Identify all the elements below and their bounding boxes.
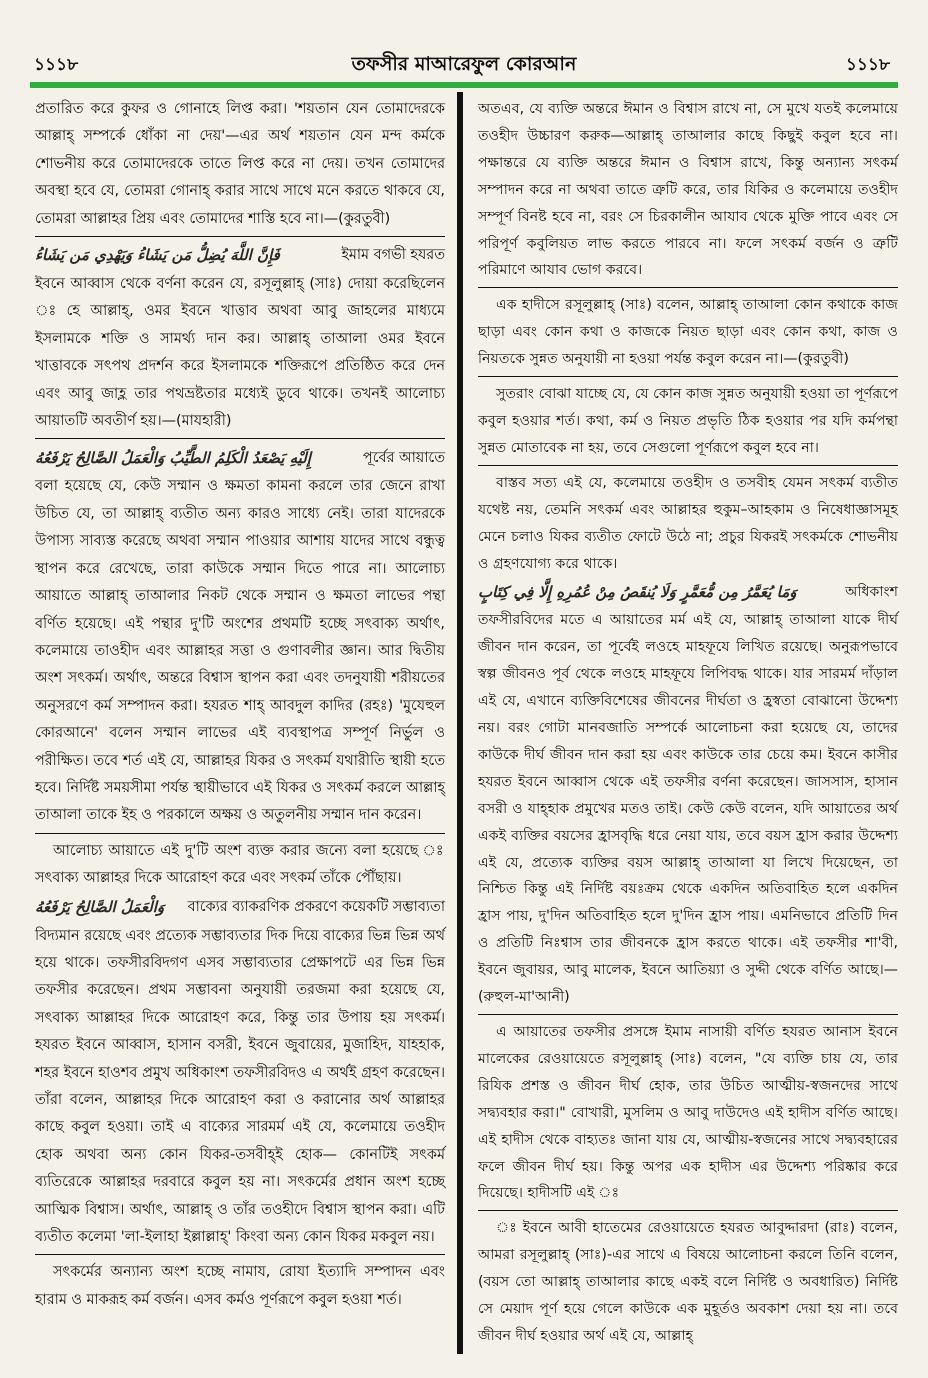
verse-lead-text: ইমাম বগভী হযরত <box>341 247 445 264</box>
section-rule <box>35 1254 445 1255</box>
right-column <box>478 96 898 1350</box>
right-paragraph: বাস্তব সত্য এই যে, কলেমায়ে তওহীদ ও তসবীহ যেমন সৎকর্ম ব্যতীত যথেষ্ট নয়, তেমনি সৎকর্ম এবং আল্লাহর হুকুম–আহকাম ও নিষেধাজ্ঞাসমূহ মেনে চলাও যিকর ব্যতীত ফোটে উঠে না; প্রচুর যিকরই সৎকর্মকে শোভনীয় ও গ্রহণযোগ্য করে থাকে। <box>478 474 898 572</box>
verse-lead-text: পূর্বের আয়াতে <box>362 449 445 466</box>
right-paragraph: এক হাদীসে রসূলুল্লাহ্ (সাঃ) বলেন, আল্লাহ্ তাআলা কোন কথাকে কাজ ছাড়া এবং কোন কথা ও কাজকে নিয়ত ছাড়া এবং কোন কথা, কাজ ও নিয়তকে সুন্নত অনুযায়ী না হওয়া পর্যন্ত কবুল করেন না।—(কুরতুবী) <box>478 297 898 368</box>
section-rule <box>478 376 898 377</box>
arabic-verse: فَإِنَّ اللَّهَ يُضِلُّ مَن يَشَاءُ وَيَهْدِي مَن يَشَاءُ <box>35 246 280 265</box>
left-paragraph: বিদ্যমান রয়েছে এবং প্রত্যেক সম্ভাব্যতার দিক দিয়ে বাক্যের ভিন্ন ভিন্ন অর্থ হয়ে থাকে। তফসীরবিদগণ এসব সম্ভাব্যতার প্রেক্ষাপটে এর ভিন্ন ভিন্ন তফসীর করেছেন। প্রথম সম্ভাবনা অনুযায়ী তরজমা করা হয়েছে যে, সৎবাক্য আল্লাহর দিকে আরোহণ করে, কিন্তু তার উপায় হয় সৎকর্ম। হযরত ইবনে আব্বাস, হাসান বসরী, ইবনে জুবায়ের, মুজাহিদ, যাহহাক, শহর ইবনে হাওশব প্রমুখ অধিকাংশ তফসীরবিদও এ অর্থই গ্রহণ করেছেন। তাঁরা বলেন, আল্লাহর দিকে আরোহণ করা ও করানোর অর্থ আল্লাহর কাছে কবুল হওয়া। তাই এ বাক্যের সারমর্ম এই যে, কলেমায়ে তওহীদ হোক অথবা অন্য কোন যিকর-তসবীহ্ই হোক— কোনটিই সৎকর্ম ব্যতিরেকে আল্লাহর দরবারে কবুল হয় না। সৎকর্মের প্রধান অংশ হচ্ছে আত্মিক বিশ্বাস। অর্থাৎ, আল্লাহ্ ও তাঁর তওহীদে বিশ্বাস স্থাপন করা। এটি ব্যতীত কলেমা 'লা-ইলাহা ইল্লাল্লাহ্' কিংবা অন্য কোন যিকর মকবুল নয়। <box>35 927 445 1246</box>
section-rule <box>478 287 898 288</box>
verse-line <box>35 443 445 473</box>
page-number-left: ১১১৮ <box>34 55 79 75</box>
right-paragraph: এ আয়াতের তফসীর প্রসঙ্গে ইমাম নাসায়ী বর্ণিত হযরত আনাস ইবনে মালেকের রেওয়ায়েতে রসূলুল্লাহ্ (সাঃ) বলেন, "যে ব্যক্তি চায় যে, তার রিযিক প্রশস্ত ও জীবন দীর্ঘ হোক, তার উচিত আত্মীয়-স্বজনদের সাথে সদ্ব্যবহার করা।" বোখারী, মুসলিম ও আবু দাউদেও এই হাদীস বর্ণিত আছে। এই হাদীস থেকে বাহ্যতঃ জানা যায় যে, আত্মীয়-স্বজনের সাথে সদ্ব্যবহারের ফলে জীবন দীর্ঘ হয়। কিন্তু অপর এক হাদীস এর উদ্দেশ্য পরিষ্কার করে দিয়েছে। হাদীসটি এই ঃ <box>478 1024 898 1202</box>
verse-line <box>35 241 445 271</box>
arabic-verse: إِلَيْهِ يَصْعَدُ الْكَلِمُ الطَّيِّبُ وَالْعَمَلُ الصَّالِحُ يَرْفَعُهُ <box>35 448 311 467</box>
section-rule <box>35 236 445 237</box>
section-rule <box>478 465 898 466</box>
section-rule <box>478 1210 898 1211</box>
left-paragraph: সৎকর্মের অন্যান্য অংশ হচ্ছে নামায, রোযা ইত্যাদি সম্পাদন এবং হারাম ও মাকরূহ কর্ম বর্জন। এসব কর্মও পূর্ণরূপে কবুল হওয়া শর্ত। <box>35 1264 445 1308</box>
section-rule <box>35 438 445 439</box>
section-rule <box>35 833 445 834</box>
page-number-right: ১১১৮ <box>845 55 890 75</box>
verse-line <box>478 577 898 607</box>
verse-lead-text: অধিকাংশ <box>845 583 898 600</box>
right-paragraph: তফসীরবিদের মতে এ আয়াতের মর্ম এই যে, আল্লাহ্ তাআলা যাকে দীর্ঘ জীবন দান করেন, তা পূর্বেই লওহে মাহফূযে লিখিত রয়েছে। অনুরূপভাবে স্বল্প জীবনও পূর্ব থেকে লওহে মাহফূযে লিপিবদ্ধ থাকে। যার সারমর্ম দাঁড়াল এই যে, এখানে ব্যক্তিবিশেষের জীবনের দীর্ঘতা ও হ্রস্বতা বোঝানো উদ্দেশ্য নয়। বরং গোটা মানবজাতি সম্পর্কে আলোচনা করা হয়েছে যে, তাদের কাউকে দীর্ঘ জীবন দান করা হয় এবং কাউকে তার চেয়ে কম। ইবনে কাসীর হযরত ইবনে আব্বাস থেকে এই তফসীর বর্ণনা করেছেন। জাসসাস, হাসান বসরী ও যাহ্হাক প্রমুখের মতও তাই। কেউ কেউ বলেন, যদি আয়াতের অর্থ একই ব্যক্তির বয়সের হ্রাসবৃদ্ধি ধরে নেয়া যায়, তবে বয়স হ্রাস করার উদ্দেশ্য এই যে, প্রত্যেক ব্যক্তির বয়স আল্লাহ্ তাআলা যা লিখে দিয়েছেন, তা নিশ্চিত কিন্তু এই নির্দিষ্ট বয়ঃক্রম থেকে একদিন অতিবাহিত হলে একদিন হ্রাস পায়, দু'দিন অতিবাহিত হলে দু'দিন হ্রাস পায়। এমনিভাবে প্রতিটি দিন ও প্রতিটি নিঃশ্বাস তার জীবনকে হ্রাস করতে থাকে। এই তফসীর শা'বী, ইবনে জুবায়র, আবু মালেক, ইবনে আতিয়্যা ও সুদ্দী থেকে বর্ণিত আছে।—(রুহুল-মা'আনী) <box>478 612 898 1006</box>
verse-line <box>35 893 445 923</box>
right-paragraph: অতএব, যে ব্যক্তি অন্তরে ঈমান ও বিশ্বাস রাখে না, সে মুখে যতই কলেমায়ে তওহীদ উচ্চারণ করুক—আল্লাহ্ তাআলার কাছে কিছুই কবুল হবে না। পক্ষান্তরে যে ব্যক্তি অন্তরে ঈমান ও বিশ্বাস রাখে, কিন্তু অন্যান্য সৎকর্ম সম্পাদন করে না অথবা তাতে ত্রুটি করে, তার যিকির ও কলেমায়ে তওহীদ সম্পূর্ণ বিনষ্ট হবে না, বরং সে চিরকালীন আযাব থেকে মুক্তি পাবে এবং সে পরিপূর্ণ কবুলিয়ত লাভ করতে পারবে না। ফলে সৎকর্ম বর্জন ও ত্রুটি পরিমাণে আযাব ভোগ করবে। <box>478 101 898 279</box>
left-paragraph: ইবনে আব্বাস থেকে বর্ণনা করেন যে, রসূলুল্লাহ্ (সাঃ) দোয়া করেছিলেন ঃ হে আল্লাহ্, ওমর ইবনে খাত্তাব অথবা আবু জাহলের মাধ্যমে ইসলামকে শক্তি ও সামর্থ্য দান কর। আল্লাহ্ তাআলা ওমর ইবনে খাত্তাবকে সৎপথ প্রদর্শন করে ইসলামকে শক্তিরূপে প্রতিষ্ঠিত করে দেন এবং আবু জাহ্ল তার পথভ্রষ্টতার মধ্যেই ডুবে থাকে। তখনই আলোচ্য আয়াতটি অবতীর্ণ হয়।—(মাযহারী) <box>35 276 445 430</box>
running-title: তফসীর মাআরেফুল কোরআন <box>351 53 577 75</box>
page-header <box>30 48 898 88</box>
left-column <box>35 96 445 1314</box>
left-paragraph: বলা হয়েছে যে, কেউ সম্মান ও ক্ষমতা কামনা করলে তার জেনে রাখা উচিত যে, তা আল্লাহ্ ব্যতীত অন্য কারও সাধ্যে নেই। তারা যাদেরকে উপাস্য সাব্যস্ত করেছে অথবা সম্মান পাওয়ার আশায় যাদের সাথে বন্ধুত্ব স্থাপন করে রেখেছে, তারা কাউকে সম্মান দিতে পারে না। আলোচ্য আয়াতে আল্লাহ্ তাআলার নিকট থেকে সম্মান ও ক্ষমতা লাভের পন্থা বর্ণিত হয়েছে। এই পন্থার দু'টি অংশের প্রথমটি হচ্ছে সৎবাক্য অর্থাৎ, কলেমায়ে তাওহীদ এবং আল্লাহর সত্তা ও গুণাবলীর জ্ঞান। আর দ্বিতীয় অংশ সৎকর্ম। অর্থাৎ, অন্তরে বিশ্বাস স্থাপন করা এবং তদনুযায়ী শরীয়তের অনুসরণে কর্ম সম্পাদন করা। হযরত শাহ্ আবদুল কাদির (রহঃ) 'মুযেহুল কোরআনে' বলেন সম্মান লাভের এই ব্যবস্থাপত্র সম্পূর্ণ নির্ভুল ও পরীক্ষিত। তবে শর্ত এই যে, আল্লাহর যিকর ও সৎকর্ম যথারীতি স্থায়ী হতে হবে। নির্দিষ্ট সময়সীমা পর্যন্ত স্থায়ীভাবে এই যিকর ও সৎকর্ম করলে আল্লাহ্ তাআলা তাকে ইহ ও পরকালে অক্ষয় ও অতুলনীয় সম্মান দান করেন। <box>35 478 445 824</box>
right-paragraph: সুতরাং বোঝা যাচ্ছে যে, যে কোন কাজ সুন্নত অনুযায়ী হওয়া তা পূর্ণরূপে কবুল হওয়ার শর্ত। কথা, কর্ম ও নিয়ত প্রভৃতি ঠিক হওয়ার পর যদি কর্মপন্থা সুন্নত মোতাবেক না হয়, তবে সেগুলো পূর্ণরূপে কবুল হবে না। <box>478 386 898 456</box>
left-paragraph: আলোচ্য আয়াতে এই দু'টি অংশ ব্যক্ত করার জন্যে বলা হয়েছে ঃ সৎবাক্য আল্লাহর দিকে আরোহণ করে এবং সৎকর্ম তাঁকে পৌঁছায়। <box>35 842 445 887</box>
right-paragraph: ঃ ইবনে আবী হাতেমের রেওয়ায়েতে হযরত আবুদ্দারদা (রাঃ) বলেন, আমরা রসূলুল্লাহ্ (সাঃ)-এর সাথে এ বিষয়ে আলোচনা করলে তিনি বলেন, (বয়স তো আল্লাহ্ তাআলার কাছে একই বলে নির্দিষ্ট ও অবধারিত) নির্দিষ্ট সে মেয়াদ পূর্ণ হয়ে গেলে কাউকে এক মুহূর্তও অবকাশ দেয়া হয় না। তবে জীবন দীর্ঘ হওয়ার অর্থ এই যে, আল্লাহ্ <box>478 1220 898 1344</box>
verse-lead-text: বাক্যের ব্যাকরণিক প্রকরণে কয়েকটি সম্ভাব্যতা <box>187 898 445 915</box>
section-rule <box>478 1014 898 1015</box>
arabic-verse: وَمَا يُعَمَّرُ مِن مُّعَمَّرٍ وَلَا يُنقَصُ مِنْ عُمُرِهِ إِلَّا فِي كِتَابٍ <box>478 582 797 601</box>
left-paragraph: প্রতারিত করে কুফর ও গোনাহে লিপ্ত করা। 'শয়তান যেন তোমাদেরকে আল্লাহ্ সম্পর্কে ধোঁকা না দেয়'—এর অর্থ শয়তান যেন মন্দ কর্মকে শোভনীয় করে তোমাদেরকে তাতে লিপ্ত করে না দেয়। তখন তোমাদের অবস্থা হবে যে, তোমরা গোনাহ্ করার সাথে সাথে মনে করতে থাকবে যে, তোমরা আল্লাহর প্রিয় এবং তোমাদের শাস্তি হবে না।—(কুরতুবী) <box>35 101 445 227</box>
arabic-verse: وَالْعَمَلُ الصَّالِحُ يَرْفَعُهُ <box>35 897 165 916</box>
column-divider <box>457 92 463 1354</box>
